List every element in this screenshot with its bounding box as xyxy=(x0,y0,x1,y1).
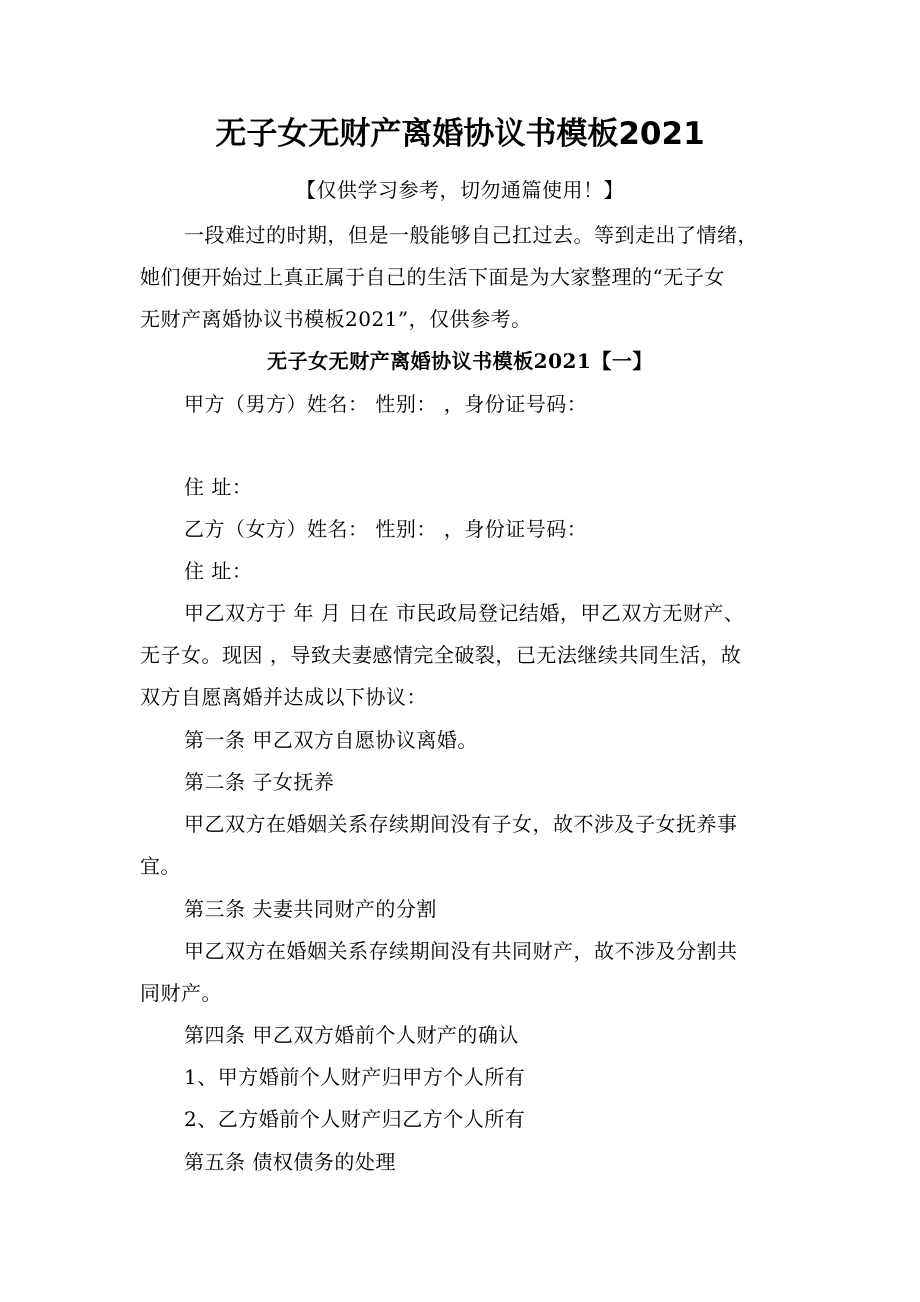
section-heading: 无子女无财产离婚协议书模板2021【一】 xyxy=(267,349,653,373)
usage-notice: 【仅供学习参考，切勿通篇使用！】 xyxy=(296,178,624,202)
party-a-address: 住 址： xyxy=(184,475,253,499)
article-2-body-1: 甲乙双方在婚姻关系存续期间没有子女，故不涉及子女抚养事 xyxy=(184,812,738,836)
preamble-line-3: 双方自愿离婚并达成以下协议： xyxy=(140,685,427,709)
party-a-line: 甲方（男方）姓名： 性别： ，身份证号码： xyxy=(184,392,588,416)
intro-line-3: 无财产离婚协议书模板2021”，仅供参考。 xyxy=(140,307,532,331)
article-2-heading: 第二条 子女抚养 xyxy=(184,770,335,794)
party-b-line: 乙方（女方）姓名： 性别： ，身份证号码： xyxy=(184,517,588,541)
document-title: 无子女无财产离婚协议书模板2021 xyxy=(215,116,705,152)
article-3-body-2: 同财产。 xyxy=(140,981,222,1005)
preamble-line-1: 甲乙双方于 年 月 日在 市民政局登记结婚，甲乙双方无财产、 xyxy=(184,601,745,625)
party-b-address: 住 址： xyxy=(184,559,253,583)
article-3-body-1: 甲乙双方在婚姻关系存续期间没有共同财产，故不涉及分割共 xyxy=(184,939,738,963)
intro-line-1: 一段难过的时期，但是一般能够自己扛过去。等到走出了情绪， xyxy=(184,223,758,247)
article-4-heading: 第四条 甲乙双方婚前个人财产的确认 xyxy=(184,1023,519,1047)
article-5-heading: 第五条 债权债务的处理 xyxy=(184,1150,396,1174)
article-4-item-1: 1、甲方婚前个人财产归甲方个人所有 xyxy=(184,1065,526,1089)
article-2-body-2: 宜。 xyxy=(140,854,181,878)
article-1: 第一条 甲乙双方自愿协议离婚。 xyxy=(184,728,478,752)
article-3-heading: 第三条 夫妻共同财产的分割 xyxy=(184,897,437,921)
preamble-line-2: 无子女。现因 ，导致夫妻感情完全破裂，已无法继续共同生活，故 xyxy=(140,643,742,667)
article-4-item-2: 2、乙方婚前个人财产归乙方个人所有 xyxy=(184,1107,526,1131)
intro-line-2: 她们便开始过上真正属于自己的生活下面是为大家整理的“无子女 xyxy=(140,265,725,289)
